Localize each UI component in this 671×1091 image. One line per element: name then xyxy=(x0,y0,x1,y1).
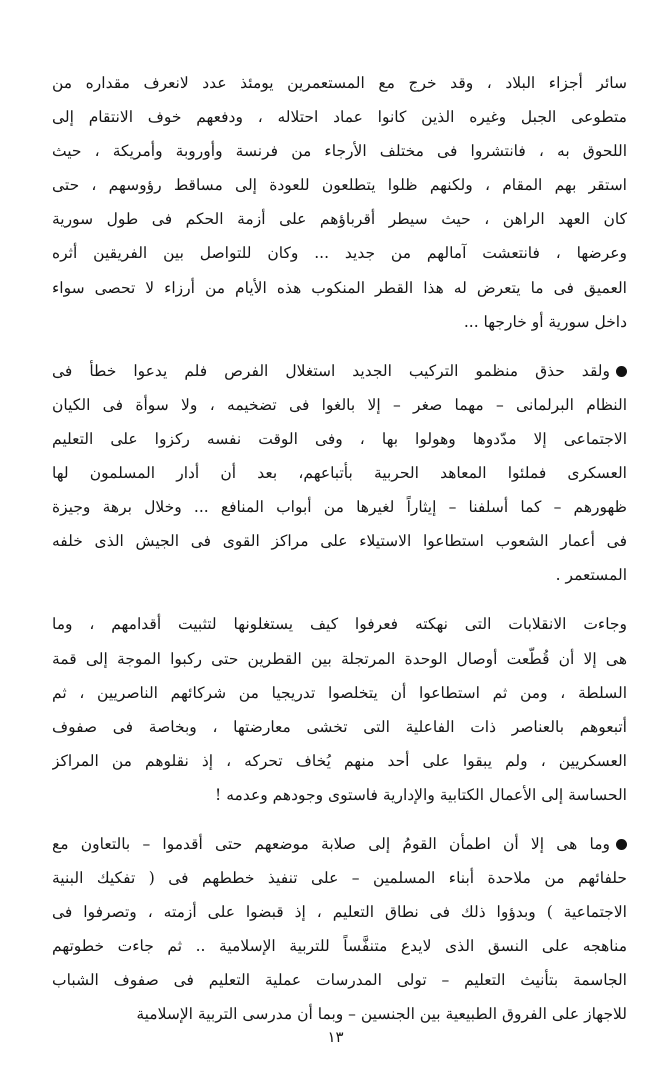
text-line xyxy=(52,202,627,236)
line-text: مناهجه على النسق الذى لايدع متنفَّساً للتربية الإسلامية .. ثم جاءت خطوتهم xyxy=(52,937,627,956)
paragraph-gap xyxy=(52,812,627,827)
page-number: ١٣ xyxy=(327,1028,344,1046)
text-line xyxy=(52,827,627,861)
paragraph-gap xyxy=(52,339,627,354)
text-line xyxy=(52,388,627,422)
text-line xyxy=(52,558,627,592)
text-line xyxy=(52,236,627,270)
bulleted-paragraph xyxy=(52,827,627,1032)
bulleted-paragraph xyxy=(52,354,627,593)
bullet-icon xyxy=(616,366,627,377)
text-line xyxy=(52,168,627,202)
line-text: الاجتماعى إلا مدّدوها وهولوا بها ، وفى الوقت نفسه ركزوا على التعليم xyxy=(52,429,627,448)
text-line xyxy=(52,134,627,168)
line-text: كان العهد الراهن ، حيث سيطر أقرباؤهم على أزمة الحكم فى طول سورية xyxy=(52,210,627,229)
text-line xyxy=(52,100,627,134)
text-line xyxy=(52,963,627,997)
line-text: المستعمر . xyxy=(555,566,627,585)
line-text: ظهورهم – كما أسلفنا – إيثاراً لغيرها من أبواب المنافع ... وخلال برهة وجيزة xyxy=(52,498,627,517)
body-text xyxy=(52,66,627,1032)
text-line xyxy=(52,422,627,456)
text-line xyxy=(52,997,627,1031)
line-text: استقر بهم المقام ، ولكنهم ظلوا يتطلعون للعودة إلى مساقط رؤوسهم ، حتى xyxy=(52,176,627,195)
text-line xyxy=(52,456,627,490)
text-line xyxy=(52,354,627,388)
text-line xyxy=(52,271,627,305)
line-text: العسكريين ، ولم يبقوا على أحد منهم يُخاف تحركه ، إذ نقلوهم من المراكز xyxy=(52,751,627,770)
text-line xyxy=(52,490,627,524)
text-line xyxy=(52,66,627,100)
text-line xyxy=(52,861,627,895)
text-line xyxy=(52,778,627,812)
text-line xyxy=(52,929,627,963)
text-line xyxy=(52,607,627,641)
line-text: سائر أجزاء البلاد ، وقد خرج مع المستعمرين يومئذ عدد لانعرف مقداره من xyxy=(52,74,627,92)
line-text: العميق فى ما يتعرض له هذا القطر المنكوب هذه الأيام من أرزاء لا تحصى سواء xyxy=(52,278,627,297)
text-line xyxy=(52,524,627,558)
line-text: متطوعى الجبل وغيره الذين كانوا عماد احتلاله ، ودفعهم خوف الانتقام إلى xyxy=(52,108,627,127)
text-line xyxy=(52,710,627,744)
paragraph xyxy=(52,66,627,339)
paragraph-gap xyxy=(52,592,627,607)
line-text: العسكرى فملئوا المعاهد الحربية بأتباعهم، بعد أن أدار المسلمون لها xyxy=(52,464,627,483)
line-text: الاجتماعية ) وبدؤوا ذلك فى نطاق التعليم ، إذ قبضوا على أزمته ، وتصرفوا فى xyxy=(52,903,627,922)
line-text: الجاسمة بتأنيث التعليم – تولى المدرسات عملية التعليم فى صفوف الشباب xyxy=(52,971,627,990)
line-text: وما هى إلا أن اطمأن القومُ إلى صلابة موضعهم حتى أقدموا – بالتعاون مع xyxy=(52,834,610,853)
line-text: الحساسة إلى الأعمال الكتابية والإدارية فاستوى وجودهم وعدمه ! xyxy=(215,785,627,804)
line-text: أتبعوهم بالعناصر ذات الفاعلية التى تخشى معارضتها ، وبخاصة فى صفوف xyxy=(52,717,627,736)
bullet-icon xyxy=(616,839,627,850)
line-text: حلفائهم من ملاحدة أبناء المسلمين – على تنفيذ خططهم فى ( تفكيك البنية xyxy=(52,869,627,888)
line-text: فى أعمار الشعوب استطاعوا الاستيلاء على مراكز القوى فى الجيش الذى خلفه xyxy=(52,532,627,551)
text-line xyxy=(52,642,627,676)
line-text: للاجهاز على الفروق الطبيعية بين الجنسين – وبما أن مدرسى التربية الإسلامية xyxy=(136,1005,627,1024)
line-text: اللحوق به ، فانتشروا فى مختلف الأرجاء من فرنسة وأوروبة وأمريكة ، حيث xyxy=(52,142,627,161)
text-line xyxy=(52,676,627,710)
line-text: ولقد حذق منظمو التركيب الجديد استغلال الفرص فلم يدعوا خطأ فى xyxy=(52,361,610,380)
line-text: هى إلا أن قُطّعت أوصال الوحدة المرتجلة بين القطرين حتى ركبوا الموجة إلى قمة xyxy=(52,649,627,668)
line-text: السلطة ، ومن ثم استطاعوا أن يتخلصوا تدريجيا من شركائهم الناصريين ، ثم xyxy=(52,683,627,702)
text-line xyxy=(52,895,627,929)
paragraph xyxy=(52,607,627,812)
line-text: وعرضها ، فانتعشت آمالهم من جديد ... وكان للتواصل بين الفريقين أثره xyxy=(52,244,627,263)
text-line xyxy=(52,305,627,339)
line-text: داخل سورية أو خارجها ... xyxy=(463,312,627,331)
text-line xyxy=(52,744,627,778)
line-text: وجاءت الانقلابات التى نهكته فعرفوا كيف يستغلونها لتثبيت أقدامهم ، وما xyxy=(52,615,627,634)
line-text: النظام البرلمانى – مهما صغر – إلا بالغوا فى تضخيمه ، ولا سوأة فى الكيان xyxy=(52,395,627,414)
